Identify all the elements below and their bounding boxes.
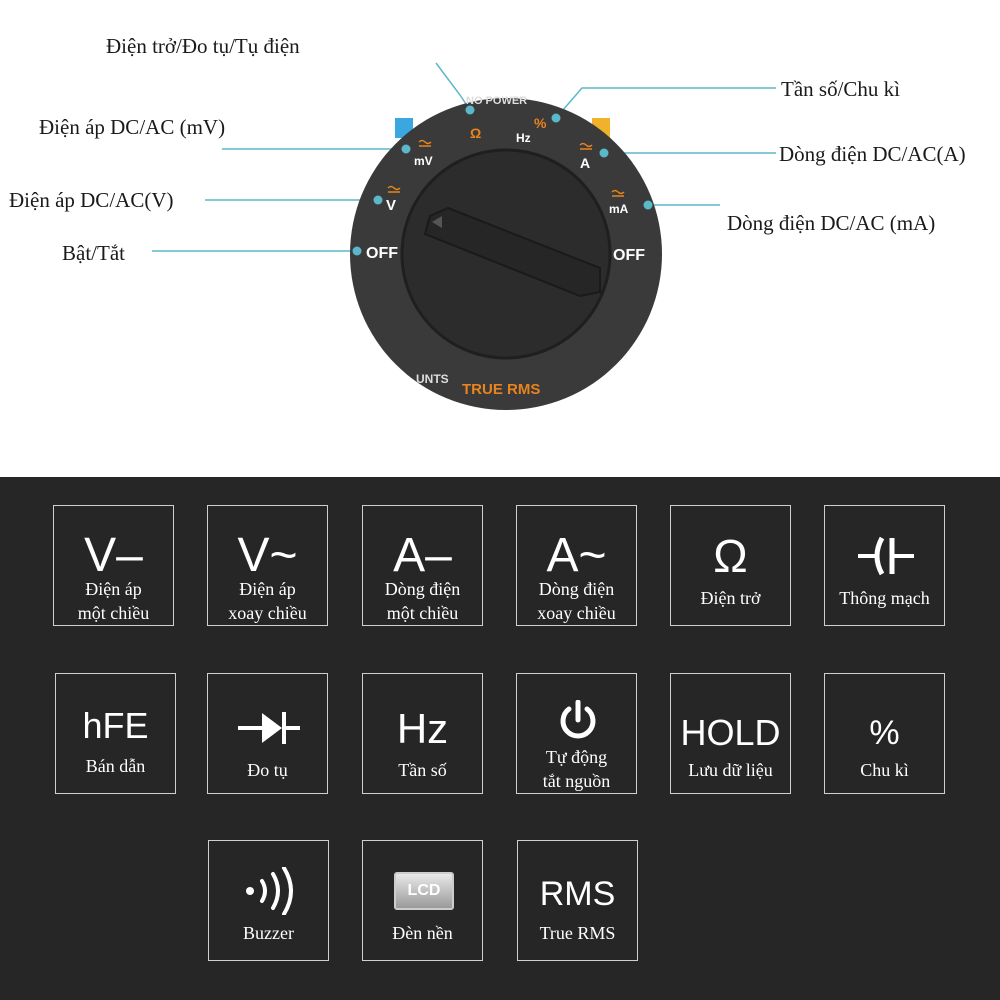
feature-caption: Bán dẫn: [85, 756, 146, 776]
dial-percent-label: %: [534, 115, 547, 131]
diode-icon: [238, 710, 300, 746]
callout-resistance: Điện trở/Đo tụ/Tụ điện: [106, 34, 300, 58]
feature-ac-voltage: [207, 505, 328, 626]
feature-caption: Chu kì: [860, 760, 909, 780]
feature-duty-cycle: [824, 673, 945, 794]
dial-mv-label: mV: [414, 154, 433, 168]
dc-voltage-symbol: V–: [84, 529, 143, 582]
dial-power-label: NO POWER: [466, 95, 528, 107]
ohm-icon: Ω: [713, 530, 748, 582]
marker-frequency: [552, 114, 561, 123]
feature-caption: Lưu dữ liệu: [688, 760, 773, 780]
dial-hz-label: Hz: [516, 131, 531, 145]
feature-resistance: [670, 505, 791, 626]
feature-caption: Đo tụ: [247, 760, 288, 780]
feature-diode: [207, 673, 328, 794]
lcd-icon-label: LCD: [407, 882, 441, 899]
feature-caption: Tần số: [398, 760, 447, 780]
marker-v: [374, 196, 383, 205]
dial-amp-label: A: [580, 155, 591, 171]
feature-caption: Đèn nền: [392, 923, 453, 943]
dial-counts-label: UNTS: [416, 372, 449, 386]
marker-mv: [402, 145, 411, 154]
feature-caption: Điện áp xoay chiều: [228, 579, 307, 623]
dc-current-symbol: A–: [393, 529, 452, 582]
hold-symbol: HOLD: [680, 712, 781, 753]
feature-dc-current: [362, 505, 483, 626]
callout-dc-ac-a: Dòng điện DC/AC(A): [779, 142, 966, 166]
leader-frequency: [556, 88, 776, 118]
marker-off: [353, 247, 362, 256]
feature-continuity: [824, 505, 945, 626]
dial-ma-label: mA: [609, 202, 629, 216]
feature-caption: Dòng điện một chiều: [384, 579, 461, 623]
feature-ac-current: [516, 505, 637, 626]
callout-on-off: Bật/Tắt: [62, 241, 125, 265]
marker-amp: [600, 149, 609, 158]
leader-resistance: [436, 63, 470, 110]
feature-caption: Buzzer: [243, 923, 294, 943]
feature-backlight: [362, 840, 483, 961]
capacitor-icon: [858, 536, 914, 576]
callout-dc-ac-ma: Dòng điện DC/AC (mA): [727, 211, 936, 235]
feature-buzzer: [208, 840, 329, 961]
ac-voltage-symbol: V~: [237, 529, 298, 582]
feature-caption: Tự động tắt nguồn: [542, 747, 611, 791]
dial-true-rms-label: TRUE RMS: [462, 381, 541, 398]
hz-symbol: Hz: [396, 705, 449, 752]
multimeter-dial: [0, 0, 1000, 477]
dial-off-right-label: OFF: [613, 247, 645, 264]
lcd-icon: [394, 872, 454, 910]
marker-ma: [644, 201, 653, 210]
callout-dc-ac-v: Điện áp DC/AC(V): [9, 188, 174, 212]
buzzer-icon: [242, 867, 298, 915]
feature-caption: Điện áp một chiều: [77, 579, 150, 623]
callout-frequency: Tần số/Chu kì: [781, 77, 900, 101]
feature-dc-voltage: [53, 505, 174, 626]
dial-off-left-label: OFF: [366, 245, 398, 262]
rms-symbol: RMS: [539, 875, 616, 913]
dial-ohm-label: Ω: [470, 125, 482, 141]
feature-hold: [670, 673, 791, 794]
percent-symbol: %: [869, 714, 900, 752]
feature-caption: True RMS: [539, 923, 616, 943]
feature-caption: Thông mạch: [839, 588, 930, 608]
ac-current-symbol: A~: [546, 529, 607, 582]
feature-hfe: [55, 673, 176, 794]
feature-true-rms: [517, 840, 638, 961]
hfe-symbol: hFE: [82, 705, 149, 746]
feature-caption: Dòng điện xoay chiều: [537, 579, 616, 623]
callout-dc-ac-mv: Điện áp DC/AC (mV): [39, 115, 226, 139]
dial-v-label: V: [386, 197, 397, 214]
feature-caption: Điện trở: [700, 588, 761, 608]
feature-frequency: [362, 673, 483, 794]
feature-auto-power-off: [516, 673, 637, 794]
power-icon: [559, 700, 597, 740]
